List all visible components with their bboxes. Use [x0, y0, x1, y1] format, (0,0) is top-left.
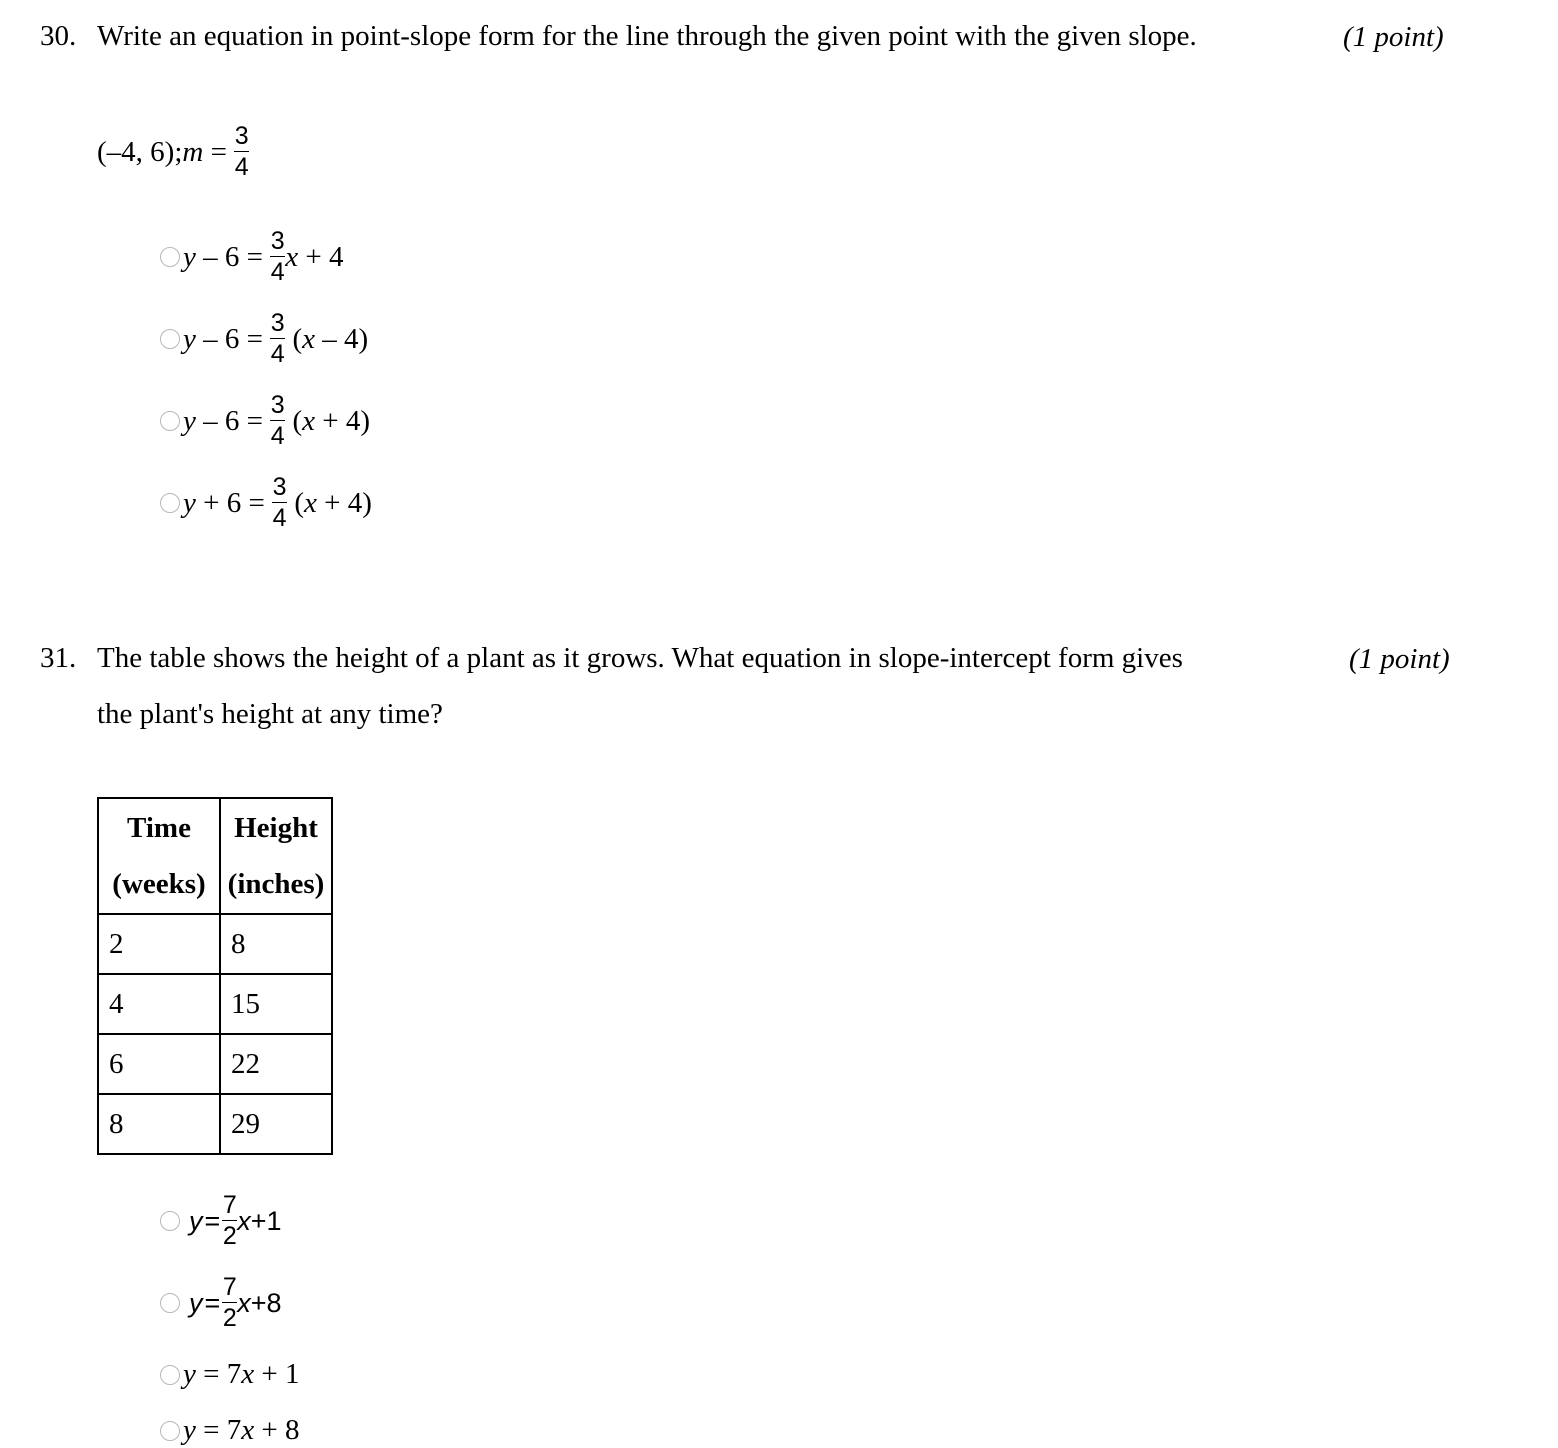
fraction-denominator: 2 [222, 1304, 237, 1332]
option-var: y [183, 1358, 196, 1390]
option-rhs-post: + 4 [298, 240, 344, 273]
option-rhs-pre: ( [285, 404, 303, 437]
q31-option-4[interactable] [160, 1414, 299, 1447]
option-post: + 1 [254, 1358, 300, 1390]
option-rhs-var: x [237, 1287, 251, 1318]
fraction-denominator: 4 [234, 153, 249, 181]
fraction-numerator: 3 [270, 391, 285, 419]
fraction-numerator: 3 [272, 473, 287, 501]
option-x: x [241, 1358, 255, 1390]
option-rhs-var: x [237, 1205, 251, 1236]
radio-button[interactable] [160, 1365, 180, 1385]
table-row [98, 1034, 332, 1094]
plant-height-table [97, 797, 333, 1155]
option-var: y [189, 1205, 203, 1236]
fraction-bar [270, 338, 285, 339]
option-rhs-var: x [304, 486, 317, 519]
q30-option-2[interactable] [160, 310, 368, 368]
fraction-denominator: 4 [270, 340, 285, 368]
q31-option-1[interactable] [160, 1192, 282, 1250]
q30-prompt: Write an equation in point-slope form for the line through the given point with the given slope. [97, 20, 1197, 52]
table-row [98, 1094, 332, 1154]
option-rest: = 7 [195, 1414, 242, 1446]
option-rhs-post: + 4) [316, 486, 372, 519]
option-var: y [183, 240, 196, 273]
radio-button[interactable] [160, 411, 180, 431]
q30-given-m: m [182, 135, 204, 168]
option-lhs: + 6 = [195, 486, 273, 519]
q31-number: 31. [40, 642, 77, 674]
option-lhs: – 6 = [195, 240, 271, 273]
table-cell: 8 [98, 1094, 220, 1154]
option-var: y [183, 322, 196, 355]
radio-button[interactable] [160, 493, 180, 513]
table-cell: 8 [220, 914, 332, 974]
q30-given-eq: = [203, 135, 235, 168]
option-var: y [189, 1287, 203, 1318]
q30-given-point: (–4, 6); [97, 135, 183, 168]
fraction-bar [270, 256, 285, 257]
q31-option-2[interactable] [160, 1274, 282, 1332]
q30-points: (1 point) [1343, 21, 1444, 53]
table-header-row [98, 798, 332, 914]
radio-button[interactable] [160, 1211, 180, 1231]
q30-number: 30. [40, 20, 77, 52]
option-lhs: – 6 = [195, 322, 271, 355]
table-row [98, 914, 332, 974]
table-header-time [98, 798, 220, 914]
q31-prompt-line1: The table shows the height of a plant as it grows. What equation in slope-intercept form gives [97, 642, 1183, 674]
option-fraction [270, 392, 285, 450]
q31-prompt-line2: the plant's height at any time? [97, 698, 443, 730]
fraction-numerator: 3 [234, 122, 249, 150]
q31-points: (1 point) [1349, 643, 1450, 675]
header-line: (weeks) [112, 868, 206, 900]
option-rhs-var: x [302, 404, 316, 437]
table-cell: 2 [98, 914, 220, 974]
fraction-numerator: 7 [222, 1273, 237, 1301]
option-x: x [241, 1414, 255, 1446]
option-eq: = [204, 1287, 221, 1318]
option-fraction [270, 310, 285, 368]
option-rhs-var: x [302, 322, 316, 355]
table-header-height [220, 798, 332, 914]
radio-button[interactable] [160, 1293, 180, 1313]
table-cell: 6 [98, 1034, 220, 1094]
q30-given-fraction [234, 123, 249, 181]
table-cell: 22 [220, 1034, 332, 1094]
radio-button[interactable] [160, 329, 180, 349]
table-cell: 4 [98, 974, 220, 1034]
option-rhs-post: +1 [250, 1205, 282, 1236]
radio-button[interactable] [160, 247, 180, 267]
option-rhs-post: – 4) [315, 322, 369, 355]
radio-button[interactable] [160, 1421, 180, 1441]
option-lhs: – 6 = [195, 404, 271, 437]
q30-option-3[interactable] [160, 392, 370, 450]
option-rhs-pre: ( [285, 322, 303, 355]
option-fraction [270, 228, 285, 286]
table-row [98, 974, 332, 1034]
header-line: (inches) [227, 868, 325, 900]
q30-option-1[interactable] [160, 228, 343, 286]
fraction-numerator: 3 [270, 227, 285, 255]
fraction-bar [222, 1302, 237, 1303]
header-line: Height [234, 812, 318, 844]
q30-option-4[interactable] [160, 474, 372, 532]
option-rhs-post: +8 [250, 1287, 282, 1318]
fraction-bar [234, 151, 249, 152]
fraction-bar [270, 420, 285, 421]
option-fraction [272, 474, 287, 532]
q31-option-3[interactable] [160, 1358, 299, 1391]
fraction-denominator: 4 [272, 504, 287, 532]
option-eq: = [204, 1205, 221, 1236]
fraction-numerator: 3 [270, 309, 285, 337]
fraction-numerator: 7 [222, 1191, 237, 1219]
option-fraction [222, 1274, 237, 1332]
option-rest: = 7 [195, 1358, 242, 1390]
fraction-bar [272, 502, 287, 503]
option-var: y [183, 1414, 196, 1446]
option-fraction [222, 1192, 237, 1250]
table-cell: 15 [220, 974, 332, 1034]
option-var: y [183, 404, 196, 437]
option-rhs-pre: ( [287, 486, 305, 519]
option-rhs-post: + 4) [315, 404, 371, 437]
header-line: Time [127, 812, 191, 844]
option-post: + 8 [254, 1414, 300, 1446]
option-var: y [183, 486, 196, 519]
fraction-denominator: 4 [270, 258, 285, 286]
option-rhs-var: x [285, 240, 299, 273]
fraction-bar [222, 1220, 237, 1221]
table-cell: 29 [220, 1094, 332, 1154]
fraction-denominator: 4 [270, 422, 285, 450]
fraction-denominator: 2 [222, 1222, 237, 1250]
q30-given [97, 123, 249, 181]
